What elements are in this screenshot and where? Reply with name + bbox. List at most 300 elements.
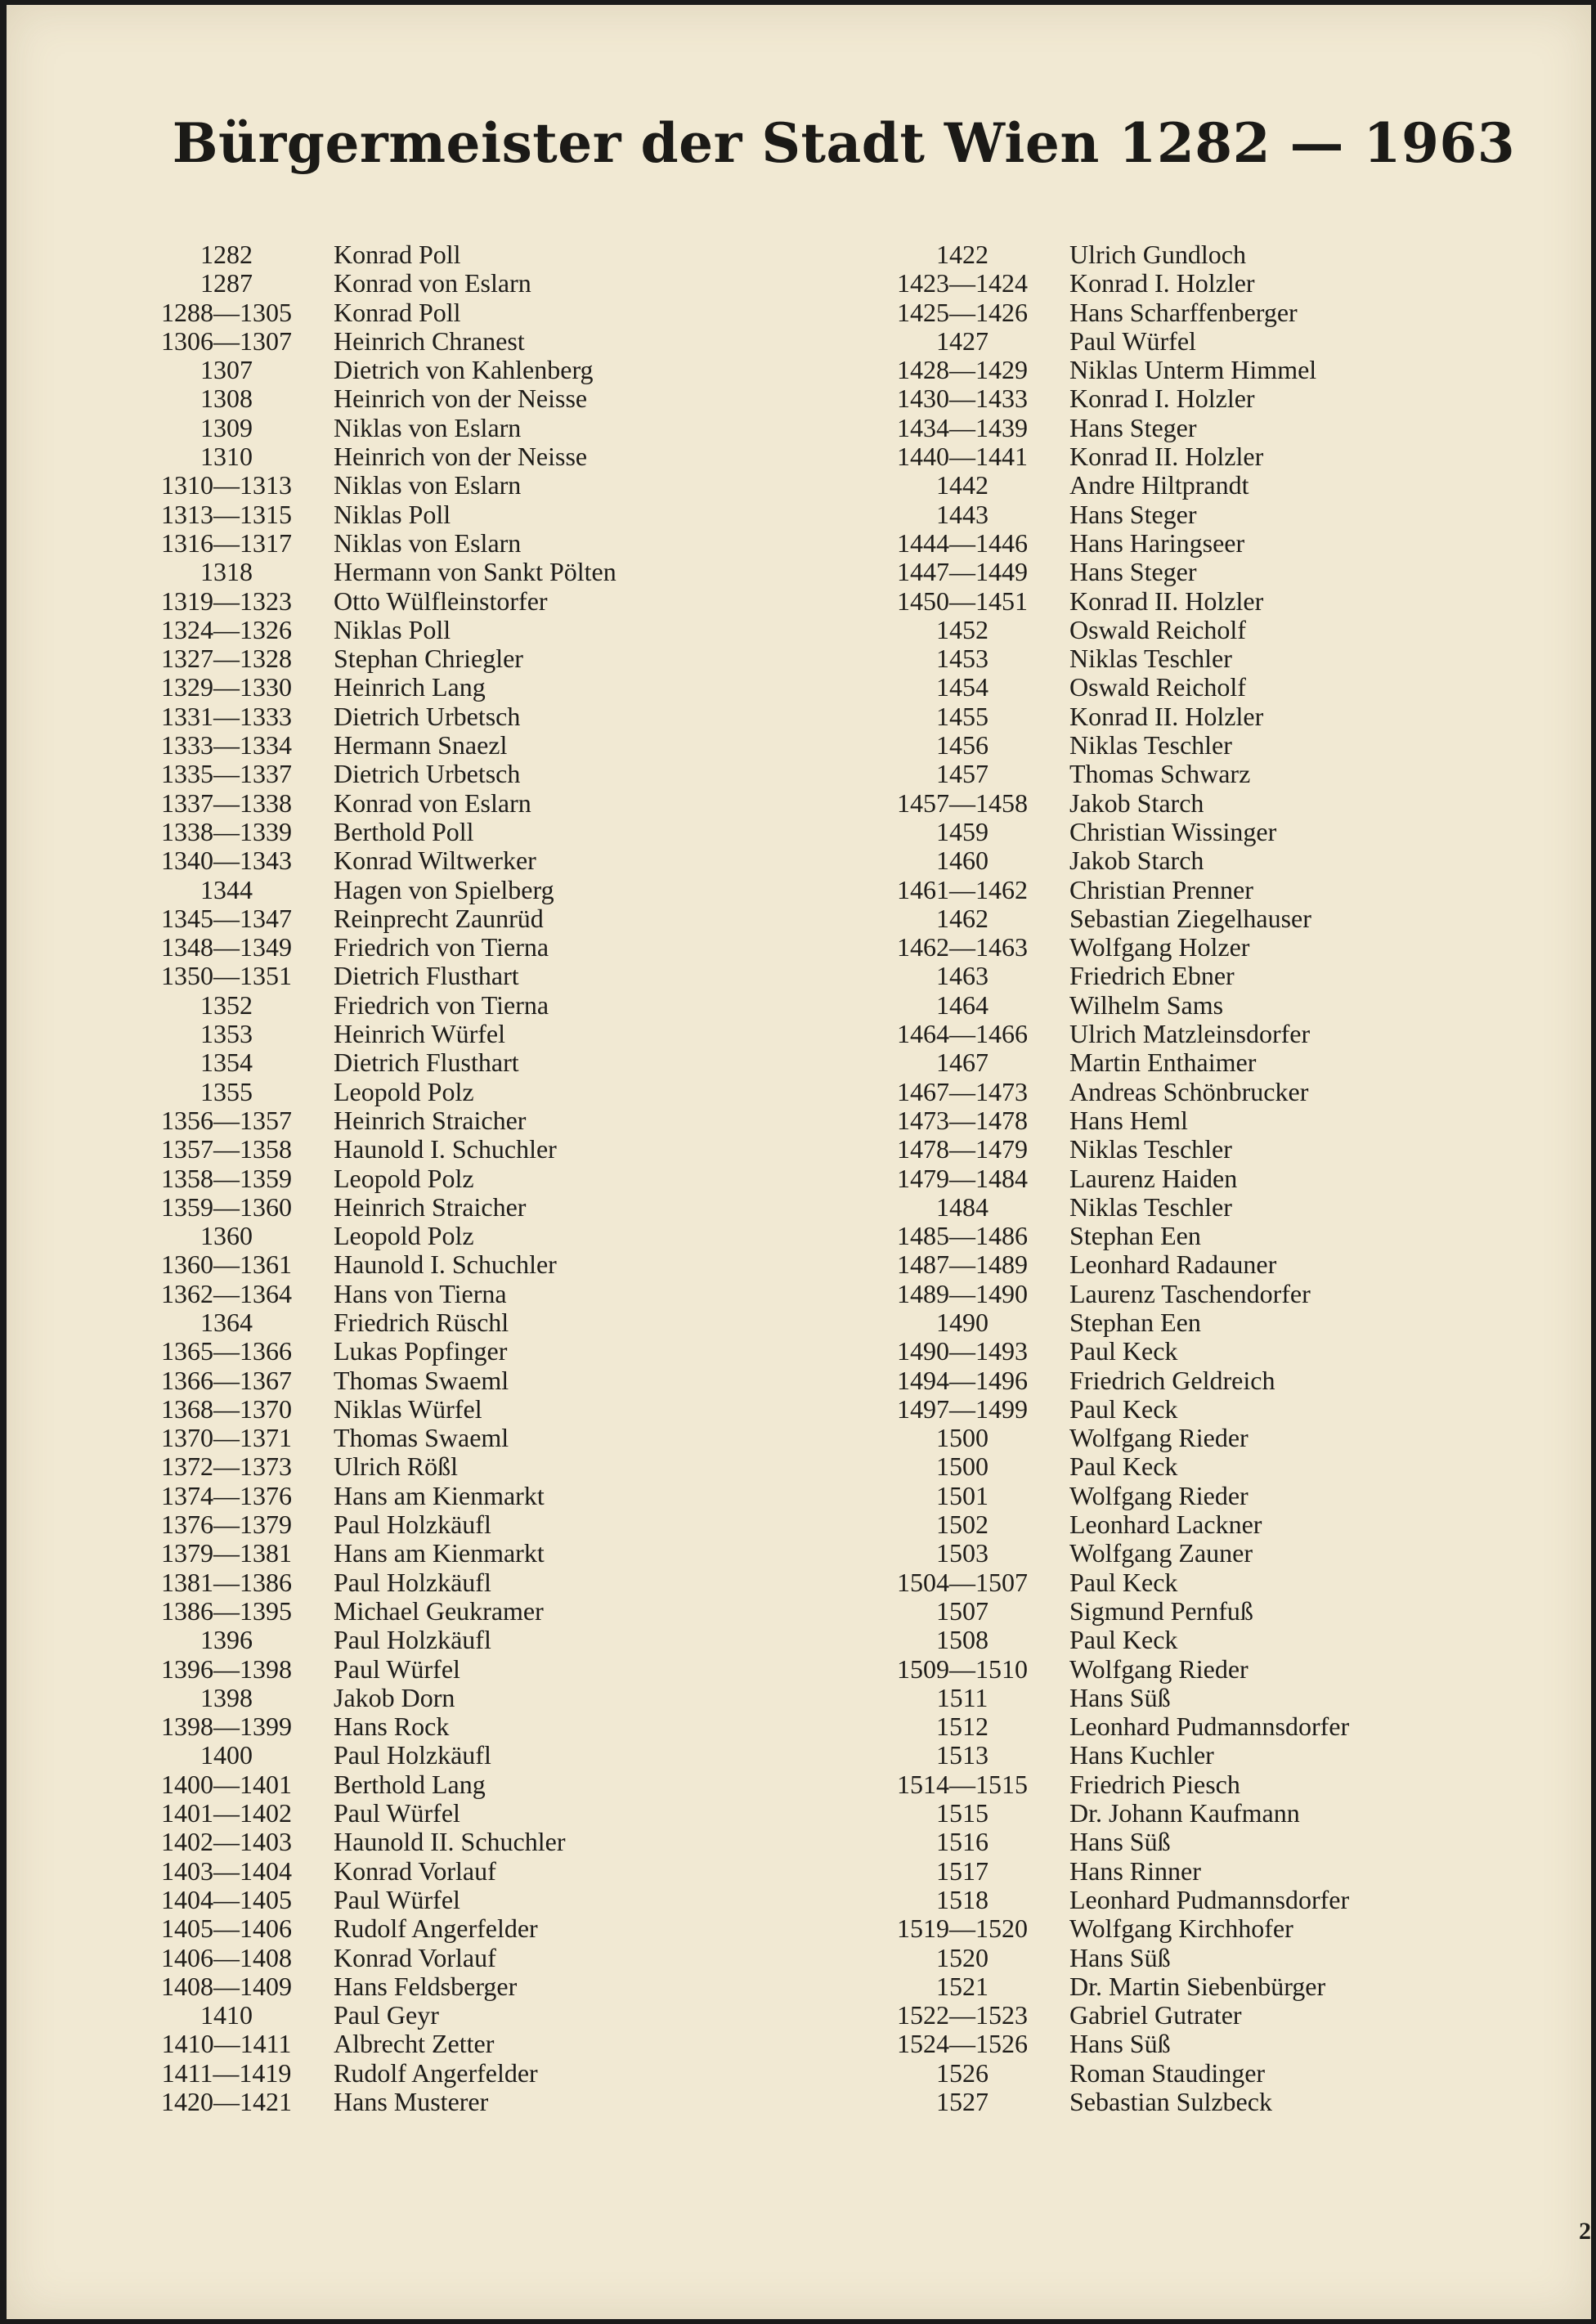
term-years: 1313—1315 — [161, 499, 292, 529]
list-item — [137, 1193, 841, 1222]
mayor-name: Haunold II. Schuchler — [334, 1827, 566, 1857]
mayor-name: Paul Würfel — [334, 1798, 460, 1828]
mayor-name: Hans am Kienmarkt — [334, 1538, 545, 1568]
mayor-name: Andreas Schönbrucker — [1069, 1076, 1309, 1106]
mayor-name: Friedrich Ebner — [1069, 961, 1235, 991]
term-years: 1308 — [200, 384, 253, 414]
mayor-name: Dr. Martin Siebenbürger — [1069, 1971, 1326, 2001]
term-years: 1324—1326 — [161, 614, 292, 644]
term-years: 1520 — [936, 1942, 989, 1972]
term-years: 1502 — [936, 1510, 989, 1540]
term-years: 1352 — [200, 989, 253, 1020]
mayor-name: Haunold I. Schuchler — [334, 1249, 557, 1280]
list-item — [137, 1914, 841, 1943]
mayor-name: Oswald Reicholf — [1069, 672, 1246, 702]
mayor-name: Jakob Starch — [1069, 846, 1204, 876]
list-item — [873, 414, 1576, 442]
term-years: 1411—1419 — [161, 2057, 292, 2088]
term-years: 1422 — [936, 240, 989, 269]
list-item — [137, 1741, 841, 1770]
term-years: 1443 — [936, 499, 989, 529]
mayor-name: Leopold Polz — [334, 1221, 474, 1251]
list-item — [873, 1944, 1576, 1972]
list-item — [137, 1250, 841, 1279]
list-item — [137, 789, 841, 818]
term-years: 1331—1333 — [161, 701, 292, 731]
list-item — [137, 500, 841, 529]
term-years: 1287 — [200, 268, 253, 298]
list-item — [137, 1106, 841, 1135]
list-item — [137, 846, 841, 875]
term-years: 1455 — [936, 701, 989, 731]
list-item — [137, 1972, 841, 2001]
mayor-name: Paul Holzkäufl — [334, 1625, 491, 1655]
mayor-name: Berthold Lang — [334, 1769, 486, 1799]
term-years: 1310—1313 — [161, 470, 292, 500]
mayor-name: Hans Steger — [1069, 412, 1197, 442]
mayor-name: Paul Geyr — [334, 2000, 439, 2030]
term-years: 1408—1409 — [161, 1971, 292, 2001]
list-item — [137, 818, 841, 846]
mayor-name: Niklas von Eslarn — [334, 527, 522, 558]
mayor-name: Stephan Chriegler — [334, 644, 523, 674]
term-years: 1497—1499 — [897, 1393, 1028, 1424]
list-item — [137, 2030, 841, 2058]
list-item — [873, 1972, 1576, 2001]
mayor-name: Wolfgang Zauner — [1069, 1538, 1253, 1568]
term-years: 1440—1441 — [897, 442, 1028, 472]
list-item — [873, 1914, 1576, 1943]
mayor-name: Stephan Een — [1069, 1307, 1201, 1337]
mayor-name: Hans Kuchler — [1069, 1740, 1214, 1770]
list-item — [137, 962, 841, 990]
list-item — [873, 1078, 1576, 1106]
mayor-name: Hans Steger — [1069, 499, 1197, 529]
list-item — [137, 1828, 841, 1856]
mayor-name: Konrad II. Holzler — [1069, 701, 1264, 731]
list-item — [873, 2059, 1576, 2088]
list-item — [137, 1395, 841, 1424]
term-years: 1329—1330 — [161, 672, 292, 702]
term-years: 1358—1359 — [161, 1163, 292, 1193]
term-years: 1396 — [200, 1625, 253, 1655]
list-item — [137, 991, 841, 1020]
term-years: 1490—1493 — [897, 1336, 1028, 1366]
mayor-name: Konrad I. Holzler — [1069, 268, 1255, 298]
mayor-name: Hermann von Sankt Pölten — [334, 557, 616, 587]
mayor-name: Friedrich von Tierna — [334, 932, 549, 962]
term-years: 1319—1323 — [161, 585, 292, 616]
mayor-name: Hans Rock — [334, 1712, 450, 1742]
list-item — [873, 644, 1576, 673]
mayor-name: Laurenz Taschendorfer — [1069, 1278, 1311, 1308]
term-years: 1362—1364 — [161, 1278, 292, 1308]
list-item — [873, 846, 1576, 875]
page-title: Bürgermeister der Stadt Wien 1282 — 1963 — [172, 111, 1516, 175]
term-years: 1527 — [936, 2087, 989, 2116]
list-item — [137, 1568, 841, 1597]
list-item — [873, 702, 1576, 731]
list-item — [873, 1222, 1576, 1250]
list-item — [137, 1770, 841, 1799]
mayor-name: Paul Würfel — [334, 1884, 460, 1914]
list-item — [137, 1684, 841, 1712]
list-item — [137, 616, 841, 644]
term-years: 1366—1367 — [161, 1365, 292, 1395]
list-item — [137, 1944, 841, 1972]
list-item — [873, 1280, 1576, 1308]
list-item — [873, 356, 1576, 384]
list-item — [137, 1164, 841, 1193]
list-item — [873, 760, 1576, 788]
mayor-name: Leonhard Lackner — [1069, 1510, 1262, 1540]
list-item — [137, 1452, 841, 1481]
list-item — [873, 471, 1576, 500]
list-item — [137, 240, 841, 269]
mayor-name: Paul Holzkäufl — [334, 1740, 491, 1770]
term-years: 1410 — [200, 2000, 253, 2030]
mayor-name: Leonhard Radauner — [1069, 1249, 1277, 1280]
mayor-name: Wolfgang Rieder — [1069, 1423, 1249, 1453]
term-years: 1333—1334 — [161, 730, 292, 760]
list-item — [873, 1048, 1576, 1077]
term-years: 1453 — [936, 644, 989, 674]
term-years: 1356—1357 — [161, 1105, 292, 1135]
term-years: 1434—1439 — [897, 412, 1028, 442]
mayor-name: Friedrich Piesch — [1069, 1769, 1240, 1799]
term-years: 1406—1408 — [161, 1942, 292, 1972]
list-item — [873, 327, 1576, 356]
mayor-name: Hans Feldsberger — [334, 1971, 518, 2001]
list-item — [873, 500, 1576, 529]
list-item — [873, 1337, 1576, 1366]
list-item — [137, 1712, 841, 1741]
list-item — [873, 1164, 1576, 1193]
term-years: 1306—1307 — [161, 325, 292, 356]
mayor-name: Hans Scharffenberger — [1069, 297, 1298, 327]
term-years: 1364 — [200, 1307, 253, 1337]
mayor-name: Ulrich Rößl — [334, 1451, 458, 1482]
term-years: 1459 — [936, 816, 989, 846]
term-years: 1288—1305 — [161, 297, 292, 327]
mayor-name: Martin Enthaimer — [1069, 1048, 1257, 1078]
mayor-name: Hans Haringseer — [1069, 527, 1245, 558]
list-item — [873, 587, 1576, 616]
term-years: 1398—1399 — [161, 1712, 292, 1742]
list-item — [873, 1684, 1576, 1712]
list-item — [137, 702, 841, 731]
list-item — [137, 1222, 841, 1250]
list-item — [137, 1135, 841, 1164]
list-item — [873, 1626, 1576, 1654]
mayor-name: Rudolf Angerfelder — [334, 2057, 538, 2088]
mayor-list-left — [137, 240, 841, 2116]
list-item — [137, 904, 841, 933]
list-item — [873, 558, 1576, 586]
list-item — [873, 1568, 1576, 1597]
term-years: 1456 — [936, 730, 989, 760]
term-years: 1524—1526 — [897, 2029, 1028, 2059]
mayor-name: Hans von Tierna — [334, 1278, 507, 1308]
mayor-name: Paul Würfel — [1069, 325, 1196, 356]
list-item — [873, 1020, 1576, 1048]
mayor-name: Ulrich Gundloch — [1069, 240, 1246, 269]
term-years: 1357—1358 — [161, 1134, 292, 1164]
list-item — [873, 384, 1576, 413]
term-years: 1430—1433 — [897, 384, 1028, 414]
term-years: 1344 — [200, 874, 253, 904]
term-years: 1400 — [200, 1740, 253, 1770]
list-item — [137, 442, 841, 471]
term-years: 1511 — [936, 1682, 989, 1712]
term-years: 1464—1466 — [897, 1019, 1028, 1049]
mayor-name: Heinrich Würfel — [334, 1019, 505, 1049]
mayor-name: Leopold Polz — [334, 1076, 474, 1106]
term-years: 1507 — [936, 1595, 989, 1626]
term-years: 1447—1449 — [897, 557, 1028, 587]
mayor-name: Niklas Teschler — [1069, 644, 1232, 674]
list-item — [873, 616, 1576, 644]
mayor-name: Wolfgang Rieder — [1069, 1653, 1249, 1684]
term-years: 1318 — [200, 557, 253, 587]
term-years: 1512 — [936, 1712, 989, 1742]
list-item — [873, 298, 1576, 327]
list-item — [873, 1655, 1576, 1684]
term-years: 1423—1424 — [897, 268, 1028, 298]
mayor-name: Friedrich von Tierna — [334, 989, 549, 1020]
mayor-name: Heinrich Straicher — [334, 1105, 527, 1135]
term-years: 1461—1462 — [897, 874, 1028, 904]
list-item — [873, 1482, 1576, 1510]
mayor-name: Sigmund Pernfuß — [1069, 1595, 1253, 1626]
mayor-name: Niklas Teschler — [1069, 1134, 1232, 1164]
mayor-name: Leopold Polz — [334, 1163, 474, 1193]
list-item — [137, 1048, 841, 1077]
term-years: 1489—1490 — [897, 1278, 1028, 1308]
list-item — [137, 1020, 841, 1048]
term-years: 1381—1386 — [161, 1567, 292, 1597]
mayor-name: Paul Keck — [1069, 1567, 1178, 1597]
term-years: 1460 — [936, 846, 989, 876]
mayor-name: Friedrich Geldreich — [1069, 1365, 1275, 1395]
mayor-name: Hagen von Spielberg — [334, 874, 554, 904]
mayor-name: Konrad II. Holzler — [1069, 585, 1264, 616]
list-item — [873, 1510, 1576, 1539]
term-years: 1501 — [936, 1480, 989, 1510]
mayor-name: Paul Keck — [1069, 1393, 1178, 1424]
mayor-name: Oswald Reicholf — [1069, 614, 1246, 644]
list-item — [873, 442, 1576, 471]
mayor-name: Paul Holzkäufl — [334, 1567, 491, 1597]
mayor-name: Paul Keck — [1069, 1451, 1178, 1482]
term-years: 1386—1395 — [161, 1595, 292, 1626]
list-item — [137, 269, 841, 298]
mayor-name: Jakob Starch — [1069, 787, 1204, 818]
term-years: 1360—1361 — [161, 1249, 292, 1280]
term-years: 1467 — [936, 1048, 989, 1078]
mayor-name: Konrad Vorlauf — [334, 1855, 496, 1886]
mayor-name: Sebastian Sulzbeck — [1069, 2087, 1272, 2116]
list-item — [137, 876, 841, 904]
term-years: 1396—1398 — [161, 1653, 292, 1684]
mayor-name: Christian Wissinger — [1069, 816, 1277, 846]
list-item — [873, 2088, 1576, 2116]
list-item — [137, 644, 841, 673]
term-years: 1309 — [200, 412, 253, 442]
list-item — [873, 529, 1576, 558]
list-item — [137, 1886, 841, 1914]
mayor-name: Konrad Wiltwerker — [334, 846, 536, 876]
mayor-name: Rudolf Angerfelder — [334, 1913, 538, 1944]
term-years: 1462 — [936, 903, 989, 933]
list-item — [137, 414, 841, 442]
term-years: 1490 — [936, 1307, 989, 1337]
mayor-name: Niklas von Eslarn — [334, 470, 522, 500]
mayor-name: Hermann Snaezl — [334, 730, 508, 760]
mayor-name: Ulrich Matzleinsdorfer — [1069, 1019, 1311, 1049]
mayor-name: Hans Süß — [1069, 1827, 1171, 1857]
mayor-name: Konrad I. Holzler — [1069, 384, 1255, 414]
list-item — [137, 1655, 841, 1684]
term-years: 1354 — [200, 1048, 253, 1078]
term-years: 1340—1343 — [161, 846, 292, 876]
term-years: 1365—1366 — [161, 1336, 292, 1366]
list-item — [137, 587, 841, 616]
term-years: 1519—1520 — [897, 1913, 1028, 1944]
term-years: 1500 — [936, 1423, 989, 1453]
list-item — [137, 1539, 841, 1568]
list-item — [873, 1366, 1576, 1395]
list-item — [873, 1770, 1576, 1799]
mayor-list-right — [873, 240, 1576, 2116]
term-years: 1370—1371 — [161, 1423, 292, 1453]
list-item — [873, 731, 1576, 760]
list-item — [873, 269, 1576, 298]
mayor-name: Dietrich Flusthart — [334, 961, 519, 991]
mayor-name: Roman Staudinger — [1069, 2057, 1266, 2088]
mayor-name: Hans am Kienmarkt — [334, 1480, 545, 1510]
term-years: 1450—1451 — [897, 585, 1028, 616]
mayor-name: Sebastian Ziegelhauser — [1069, 903, 1311, 933]
mayor-name: Berthold Poll — [334, 816, 474, 846]
list-item — [873, 789, 1576, 818]
term-years: 1487—1489 — [897, 1249, 1028, 1280]
term-years: 1355 — [200, 1076, 253, 1106]
list-item — [873, 2030, 1576, 2058]
term-years: 1514—1515 — [897, 1769, 1028, 1799]
term-years: 1516 — [936, 1827, 989, 1857]
list-item — [873, 933, 1576, 962]
list-item — [873, 876, 1576, 904]
term-years: 1509—1510 — [897, 1653, 1028, 1684]
list-item — [137, 1078, 841, 1106]
mayor-name: Andre Hiltprandt — [1069, 470, 1249, 500]
term-years: 1425—1426 — [897, 297, 1028, 327]
term-years: 1442 — [936, 470, 989, 500]
mayor-name: Heinrich Lang — [334, 672, 486, 702]
list-item — [873, 818, 1576, 846]
list-item — [137, 1424, 841, 1452]
term-years: 1504—1507 — [897, 1567, 1028, 1597]
term-years: 1494—1496 — [897, 1365, 1028, 1395]
term-years: 1348—1349 — [161, 932, 292, 962]
term-years: 1379—1381 — [161, 1538, 292, 1568]
term-years: 1457—1458 — [897, 787, 1028, 818]
list-item — [137, 1597, 841, 1626]
term-years: 1454 — [936, 672, 989, 702]
mayor-name: Lukas Popfinger — [334, 1336, 508, 1366]
list-item — [873, 1308, 1576, 1337]
list-item — [873, 1106, 1576, 1135]
term-years: 1402—1403 — [161, 1827, 292, 1857]
list-item — [873, 1452, 1576, 1481]
term-years: 1428—1429 — [897, 355, 1028, 385]
mayor-name: Laurenz Haiden — [1069, 1163, 1238, 1193]
term-years: 1282 — [200, 240, 253, 269]
term-years: 1310 — [200, 442, 253, 472]
mayor-name: Hans Steger — [1069, 557, 1197, 587]
mayor-name: Dietrich von Kahlenberg — [334, 355, 594, 385]
term-years: 1400—1401 — [161, 1769, 292, 1799]
mayor-name: Niklas Poll — [334, 499, 451, 529]
list-item — [137, 384, 841, 413]
mayor-name: Konrad II. Holzler — [1069, 442, 1264, 472]
term-years: 1518 — [936, 1884, 989, 1914]
list-item — [137, 356, 841, 384]
term-years: 1508 — [936, 1625, 989, 1655]
term-years: 1350—1351 — [161, 961, 292, 991]
list-item — [137, 1857, 841, 1886]
mayor-name: Thomas Schwarz — [1069, 759, 1251, 789]
mayor-name: Haunold I. Schuchler — [334, 1134, 557, 1164]
mayor-name: Hans Musterer — [334, 2087, 489, 2116]
list-item — [137, 298, 841, 327]
mayor-name: Leonhard Pudmannsdorfer — [1069, 1712, 1350, 1742]
term-years: 1444—1446 — [897, 527, 1028, 558]
term-years: 1522—1523 — [897, 2000, 1028, 2030]
term-years: 1478—1479 — [897, 1134, 1028, 1164]
mayor-name: Paul Würfel — [334, 1653, 460, 1684]
list-item — [137, 1280, 841, 1308]
term-years: 1374—1376 — [161, 1480, 292, 1510]
mayor-name: Hans Süß — [1069, 1942, 1171, 1972]
list-item — [137, 529, 841, 558]
term-years: 1500 — [936, 1451, 989, 1482]
mayor-name: Dietrich Urbetsch — [334, 759, 521, 789]
mayor-name: Albrecht Zetter — [334, 2029, 495, 2059]
list-item — [873, 1712, 1576, 1741]
list-item — [137, 1366, 841, 1395]
list-item — [873, 1250, 1576, 1279]
mayor-name: Jakob Dorn — [334, 1682, 455, 1712]
mayor-name: Hans Rinner — [1069, 1855, 1201, 1886]
list-item — [873, 991, 1576, 1020]
list-item — [137, 2088, 841, 2116]
mayor-name: Stephan Een — [1069, 1221, 1201, 1251]
term-years: 1359—1360 — [161, 1191, 292, 1222]
list-item — [137, 1510, 841, 1539]
term-years: 1452 — [936, 614, 989, 644]
mayor-name: Heinrich Chranest — [334, 325, 525, 356]
term-years: 1485—1486 — [897, 1221, 1028, 1251]
list-item — [873, 1886, 1576, 1914]
mayor-name: Thomas Swaeml — [334, 1365, 509, 1395]
mayor-name: Niklas Unterm Himmel — [1069, 355, 1317, 385]
term-years: 1479—1484 — [897, 1163, 1028, 1193]
term-years: 1513 — [936, 1740, 989, 1770]
document-page — [7, 5, 1591, 2319]
term-years: 1337—1338 — [161, 787, 292, 818]
